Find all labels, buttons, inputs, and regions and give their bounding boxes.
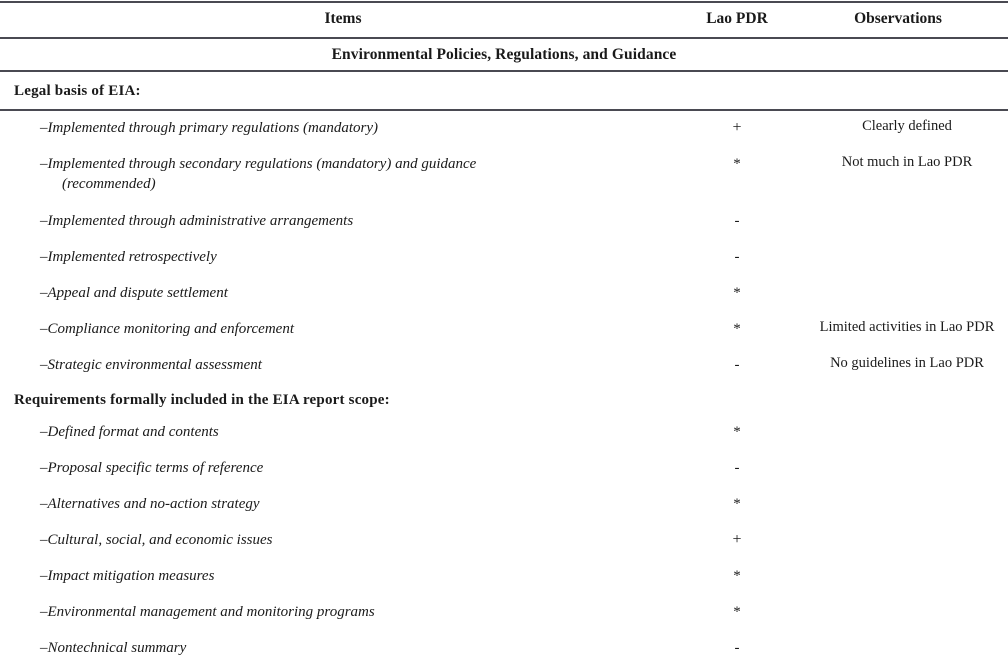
row-observation: No guidelines in Lao PDR — [830, 355, 984, 371]
table-row — [0, 348, 1008, 384]
row-lao-pdr-mark: * — [733, 568, 741, 584]
row-lao-pdr-mark: * — [733, 496, 741, 512]
table-row — [0, 240, 1008, 276]
row-item-label: –Nontechnical summary — [40, 640, 187, 656]
row-item-label: –Defined format and contents — [40, 424, 219, 440]
row-lao-pdr-mark: * — [733, 285, 741, 301]
table-row — [0, 111, 1008, 147]
row-item-label: –Alternatives and no-action strategy — [40, 496, 260, 512]
row-lao-pdr-mark: - — [734, 249, 740, 265]
table-row — [0, 147, 1008, 204]
row-item-label: –Environmental management and monitoring programs — [40, 604, 375, 620]
row-item-label: –Cultural, social, and economic issues — [40, 532, 273, 548]
column-header-observations: Observations — [854, 10, 942, 27]
table-row — [0, 415, 1008, 451]
row-lao-pdr-mark: + — [732, 119, 742, 136]
row-item-label: –Implemented through secondary regulations (mandatory) and guidance (recommended) — [40, 154, 660, 194]
table-rule-top — [0, 1, 1008, 3]
row-item-label: –Implemented through primary regulations (mandatory) — [40, 120, 379, 136]
table-row — [0, 487, 1008, 523]
table-row — [0, 595, 1008, 631]
section-banner-title: Environmental Policies, Regulations, and Guidance — [331, 46, 677, 63]
table-row — [0, 631, 1008, 667]
row-lao-pdr-mark: * — [733, 156, 741, 172]
row-observation: Limited activities in Lao PDR — [819, 319, 995, 335]
column-header-lao-pdr: Lao PDR — [706, 10, 768, 27]
table-row — [0, 523, 1008, 559]
section-heading-legal-basis: Legal basis of EIA: — [14, 83, 141, 99]
row-item-label: –Implemented retrospectively — [40, 249, 217, 265]
row-lao-pdr-mark: - — [734, 460, 740, 476]
row-item-label: –Implemented through administrative arrangements — [40, 213, 354, 229]
row-item-label: –Appeal and dispute settlement — [40, 285, 228, 301]
table-rule-under-header — [0, 37, 1008, 39]
row-lao-pdr-mark: - — [734, 213, 740, 229]
row-item-label: –Strategic environmental assessment — [40, 357, 262, 373]
row-observation: Not much in Lao PDR — [841, 154, 973, 170]
row-observation: Clearly defined — [862, 118, 952, 134]
row-item-label: –Compliance monitoring and enforcement — [40, 321, 294, 337]
section-banner-row — [0, 41, 1008, 69]
row-lao-pdr-mark: - — [734, 640, 740, 656]
section-heading-eia-report-scope: Requirements formally included in the EIA report scope: — [14, 392, 390, 408]
table-header-row — [0, 4, 1008, 36]
row-lao-pdr-mark: - — [734, 357, 740, 373]
row-lao-pdr-mark: * — [733, 604, 741, 620]
row-item-label: –Proposal specific terms of reference — [40, 460, 264, 476]
row-lao-pdr-mark: + — [732, 531, 742, 548]
row-item-label: –Impact mitigation measures — [40, 568, 215, 584]
table-rule-under-banner — [0, 70, 1008, 72]
row-lao-pdr-mark: * — [733, 321, 741, 337]
column-header-items: Items — [324, 10, 362, 27]
table-row — [0, 451, 1008, 487]
table-row — [0, 312, 1008, 348]
row-item-label-continuation: (recommended) — [62, 176, 156, 192]
row-lao-pdr-mark: * — [733, 424, 741, 440]
table-row — [0, 204, 1008, 240]
table-row — [0, 559, 1008, 595]
table-row — [0, 276, 1008, 312]
table-body — [0, 111, 1008, 667]
